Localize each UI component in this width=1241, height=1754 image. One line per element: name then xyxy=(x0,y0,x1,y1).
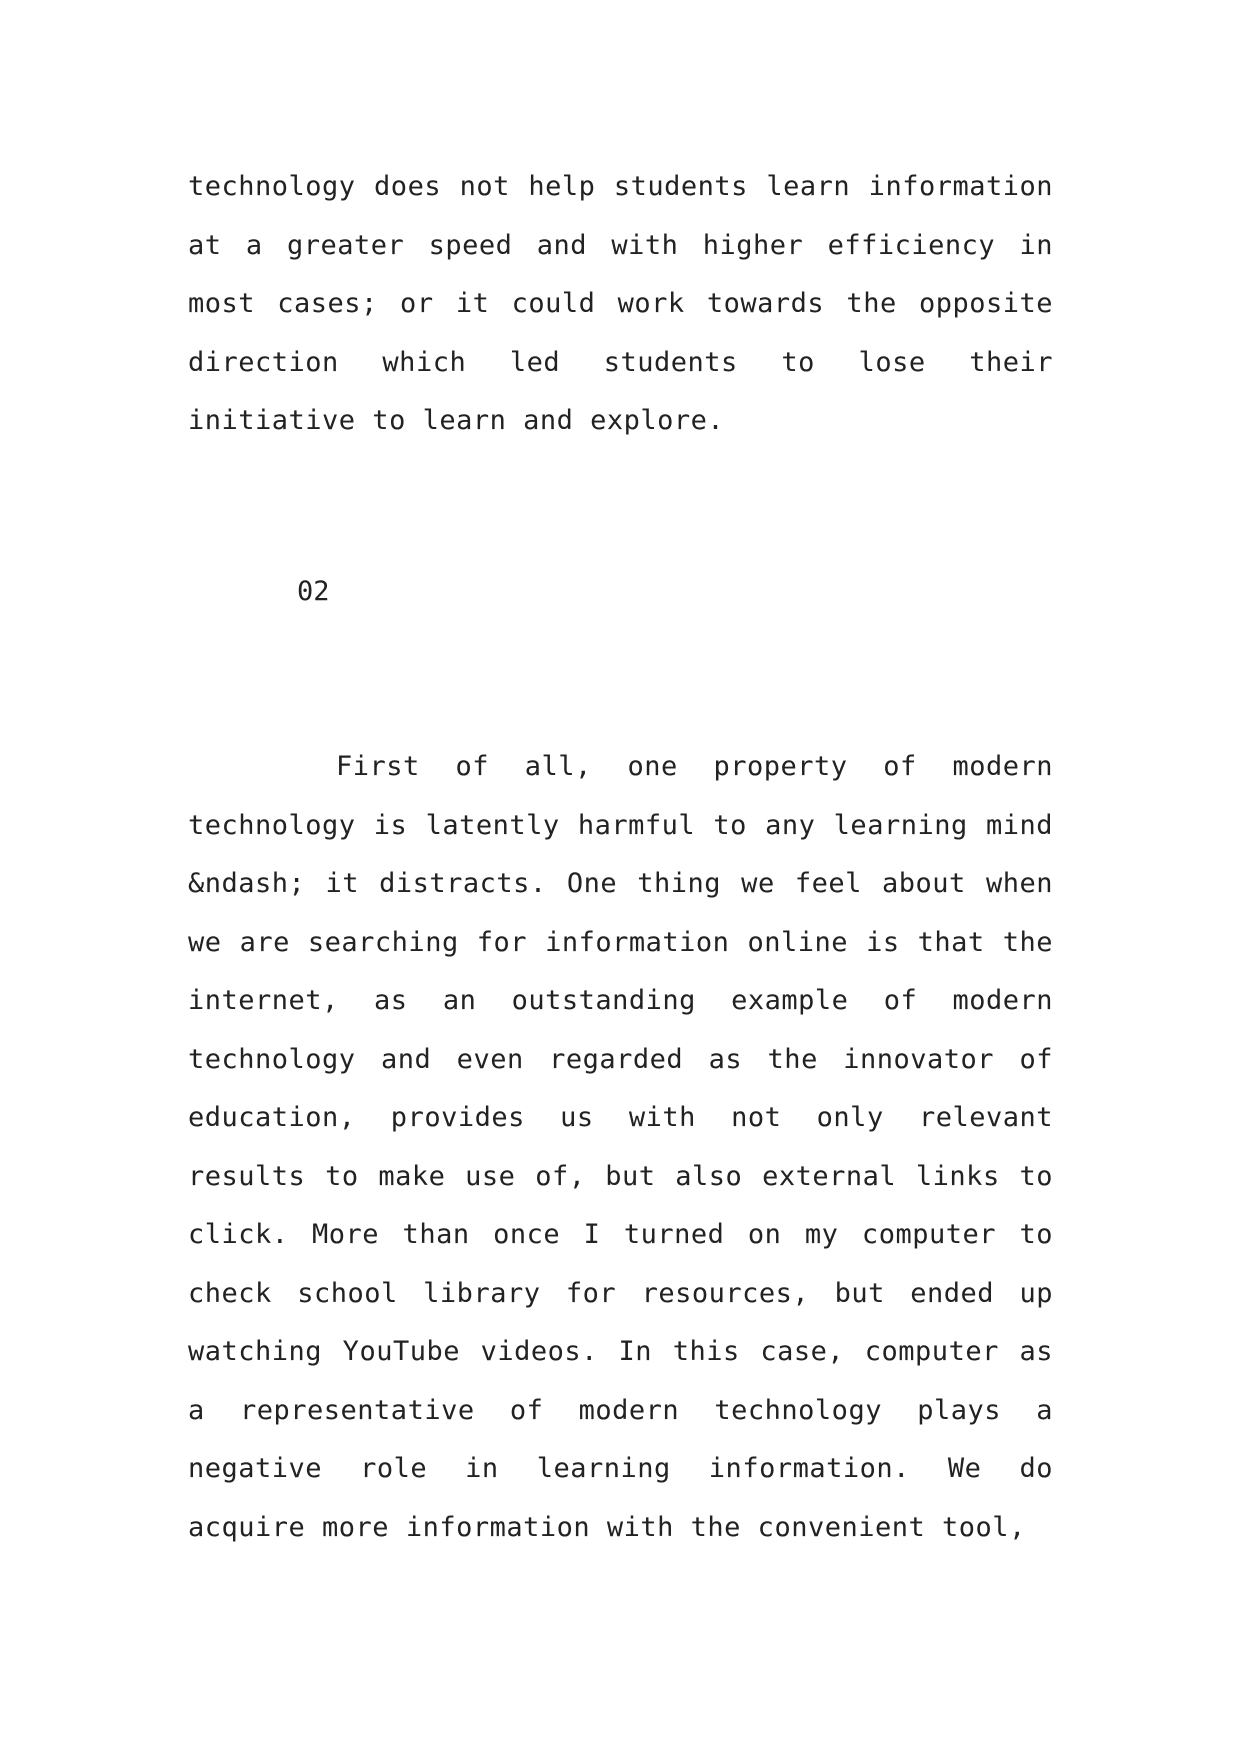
paragraph-main: First of all, one property of modern technology is latently harmful to any learning mind &ndash; it distracts. One thing we feel about when we are searching for information online is that the internet, as an outstanding example of modern technology and even regarded as the innovator of education, provides us with not only relevant results to make use of, but also external links to click. More than once I turned on my computer to check school library for resources, but ended up watching YouTube videos. In this case, computer as a representative of modern technology plays a negative role in learning information. We do acquire more information with the convenient tool, xyxy=(188,751,1053,1543)
section-number: 02 xyxy=(297,576,330,607)
paragraph-top: technology does not help students learn information at a greater speed and with higher efficiency in most cases; or it could work towards the opposite direction which led students to lose their initiative to learn and explore. xyxy=(188,171,1053,436)
